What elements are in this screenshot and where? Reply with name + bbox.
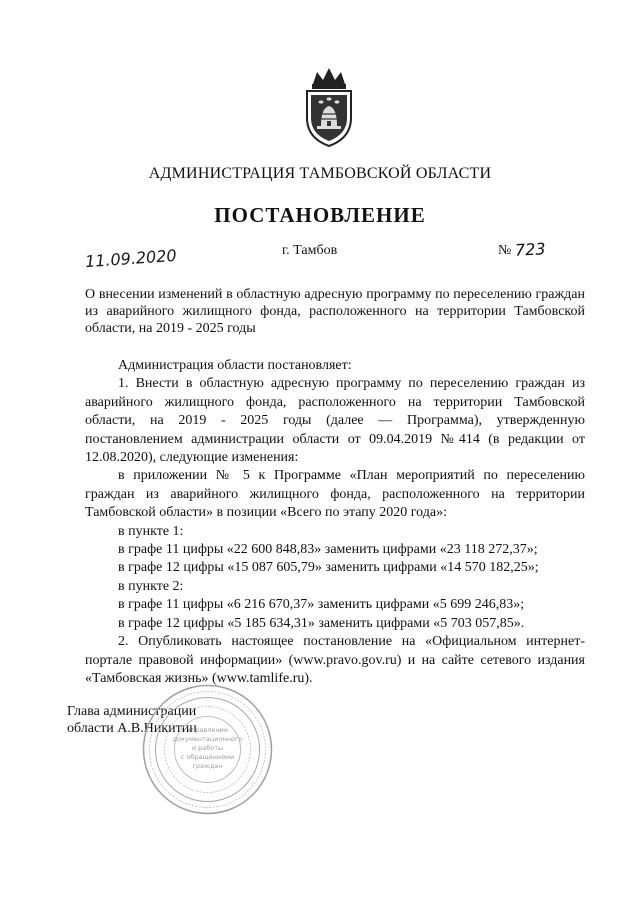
seal-line-2: документационного	[172, 735, 243, 743]
document-subject: О внесении изменений в областную адресную программу по переселению граждан из аварийного жилищного фонда, расположенного на территории Тамбовской области, на 2019 - 2025 годы	[85, 287, 585, 336]
body-paragraph-2: 2. Опубликовать настоящее постановление на «Официальном интернет-портале правовой информации» (www.pravo.gov.ru) и на сайте сетевого издания «Тамбовская жизнь» (www.tamlife.ru).	[85, 634, 585, 686]
signature-title: Глава администрации	[67, 704, 197, 719]
seal-line-3: и работы	[191, 744, 224, 752]
seal-line-4: с обращениями	[180, 753, 235, 761]
body-item-2: в пункте 2:	[118, 578, 184, 594]
seal-line-1: Управление	[187, 726, 228, 734]
document-city: г. Тамбов	[282, 243, 338, 258]
document-number-label: №	[498, 243, 512, 258]
document-type-heading: ПОСТАНОВЛЕНИЕ	[214, 203, 426, 227]
document-number: 723	[514, 239, 547, 260]
body-item-1-column-12: в графе 12 цифры «15 087 605,79» заменить цифрами «14 570 182,25»;	[118, 560, 539, 576]
body-item-2-column-11: в графе 11 цифры «6 216 670,37» заменить цифрами «5 699 246,83»;	[118, 597, 525, 613]
body-item-2-column-12: в графе 12 цифры «5 185 634,31» заменить цифрами «5 703 057,85».	[118, 615, 525, 631]
body-item-1-column-11: в графе 11 цифры «22 600 848,83» заменить цифрами «23 118 272,37»;	[118, 542, 538, 558]
body-intro: Администрация области постановляет:	[118, 358, 352, 373]
organization-title: АДМИНИСТРАЦИЯ ТАМБОВСКОЙ ОБЛАСТИ	[148, 165, 492, 182]
document-date: 11.09.2020	[84, 245, 178, 272]
document-body	[85, 357, 585, 688]
official-seal-stamp	[140, 682, 275, 817]
body-paragraph-1: 1. Внести в областную адресную программу по переселению граждан из аварийного жилищного фонда, расположенного на территории Тамбовской области, на 2019 - 2025 годы (далее — Программа), утвержденную постановлением администрации области от 09.04.2019 №414 (в редакции от 12.08.2020), следующие изменения:	[85, 376, 585, 466]
coat-of-arms-emblem	[299, 66, 359, 148]
signature-name: области А.В.Никитин	[67, 721, 197, 736]
body-item-1: в пункте 1:	[118, 523, 184, 539]
body-paragraph-1a: в приложении № 5 к Программе «План мероприятий по переселению граждан из аварийного жилищного фонда, расположенного на территории Тамбовской области» в позиции «Всего по этапу 2020 года»:	[85, 468, 585, 521]
seal-line-5: граждан	[192, 762, 223, 770]
